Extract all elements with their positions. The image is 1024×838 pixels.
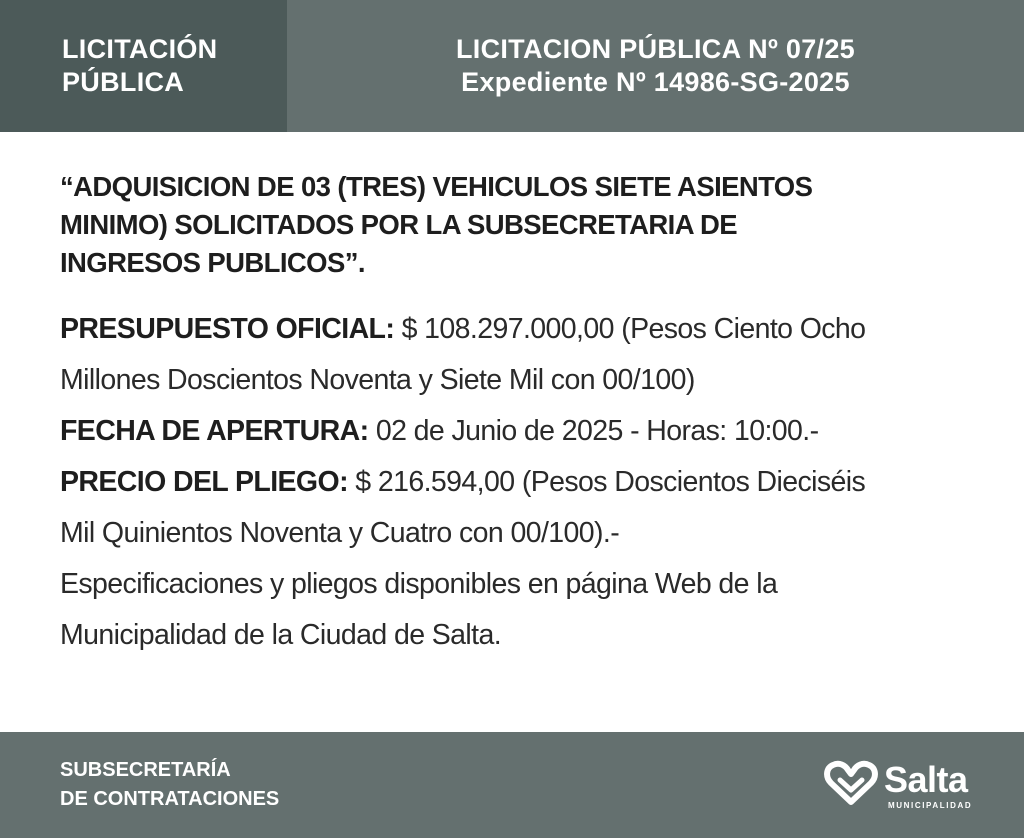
department-line1: SUBSECRETARÍA: [60, 759, 231, 781]
subject-line1: “ADQUISICION DE 03 (TRES) VEHICULOS SIETE ASIENTOS: [60, 171, 813, 202]
section-title: [62, 33, 217, 99]
budget-label: PRESUPUESTO OFICIAL:: [60, 313, 395, 345]
department-line2: DE CONTRATACIONES: [60, 788, 280, 810]
section-title-line2: PÚBLICA: [62, 67, 185, 97]
specs-line2: Municipalidad de la Ciudad de Salta.: [60, 619, 502, 651]
price-value: $ 216.594,00 (Pesos Doscientos Dieciséis: [355, 466, 866, 498]
section-title-line1: LICITACIÓN: [62, 34, 218, 64]
department-name: [60, 756, 279, 814]
header-left-panel: [0, 0, 287, 132]
header-banner: [0, 0, 1024, 132]
file-number: Expediente Nº 14986-SG-2025: [461, 67, 850, 97]
specs-line1: Especificaciones y pliegos disponibles en página Web de la: [60, 568, 778, 600]
brand-subtitle: MUNICIPALIDAD: [888, 801, 973, 810]
subject-line3: INGRESOS PUBLICOS”.: [60, 247, 365, 278]
opening-row: [60, 406, 1000, 457]
price-row: [60, 457, 1000, 508]
budget-value-continued: Millones Doscientos Noventa y Siete Mil con 00/100): [60, 364, 695, 396]
opening-value: 02 de Junio de 2025 - Horas: 10:00.-: [375, 415, 819, 447]
budget-value: $ 108.297.000,00 (Pesos Ciento Ocho: [401, 313, 866, 345]
opening-label: FECHA DE APERTURA:: [60, 415, 369, 447]
tender-subject: [60, 168, 960, 282]
brand-name: Salta: [884, 759, 968, 800]
footer-banner: [0, 732, 1024, 838]
header-right-panel: [287, 0, 1024, 132]
salta-logo: [824, 758, 984, 818]
price-value-continued: Mil Quinientos Noventa y Cuatro con 00/100).-: [60, 517, 620, 549]
subject-line2: MINIMO) SOLICITADOS POR LA SUBSECRETARIA DE: [60, 209, 737, 240]
notice-content: [60, 168, 1000, 661]
heart-logo-icon: [824, 760, 878, 806]
tender-details: [60, 304, 1000, 661]
tender-number: LICITACION PÚBLICA Nº 07/25: [455, 34, 855, 64]
price-label: PRECIO DEL PLIEGO:: [60, 466, 348, 498]
budget-row: [60, 304, 1000, 355]
